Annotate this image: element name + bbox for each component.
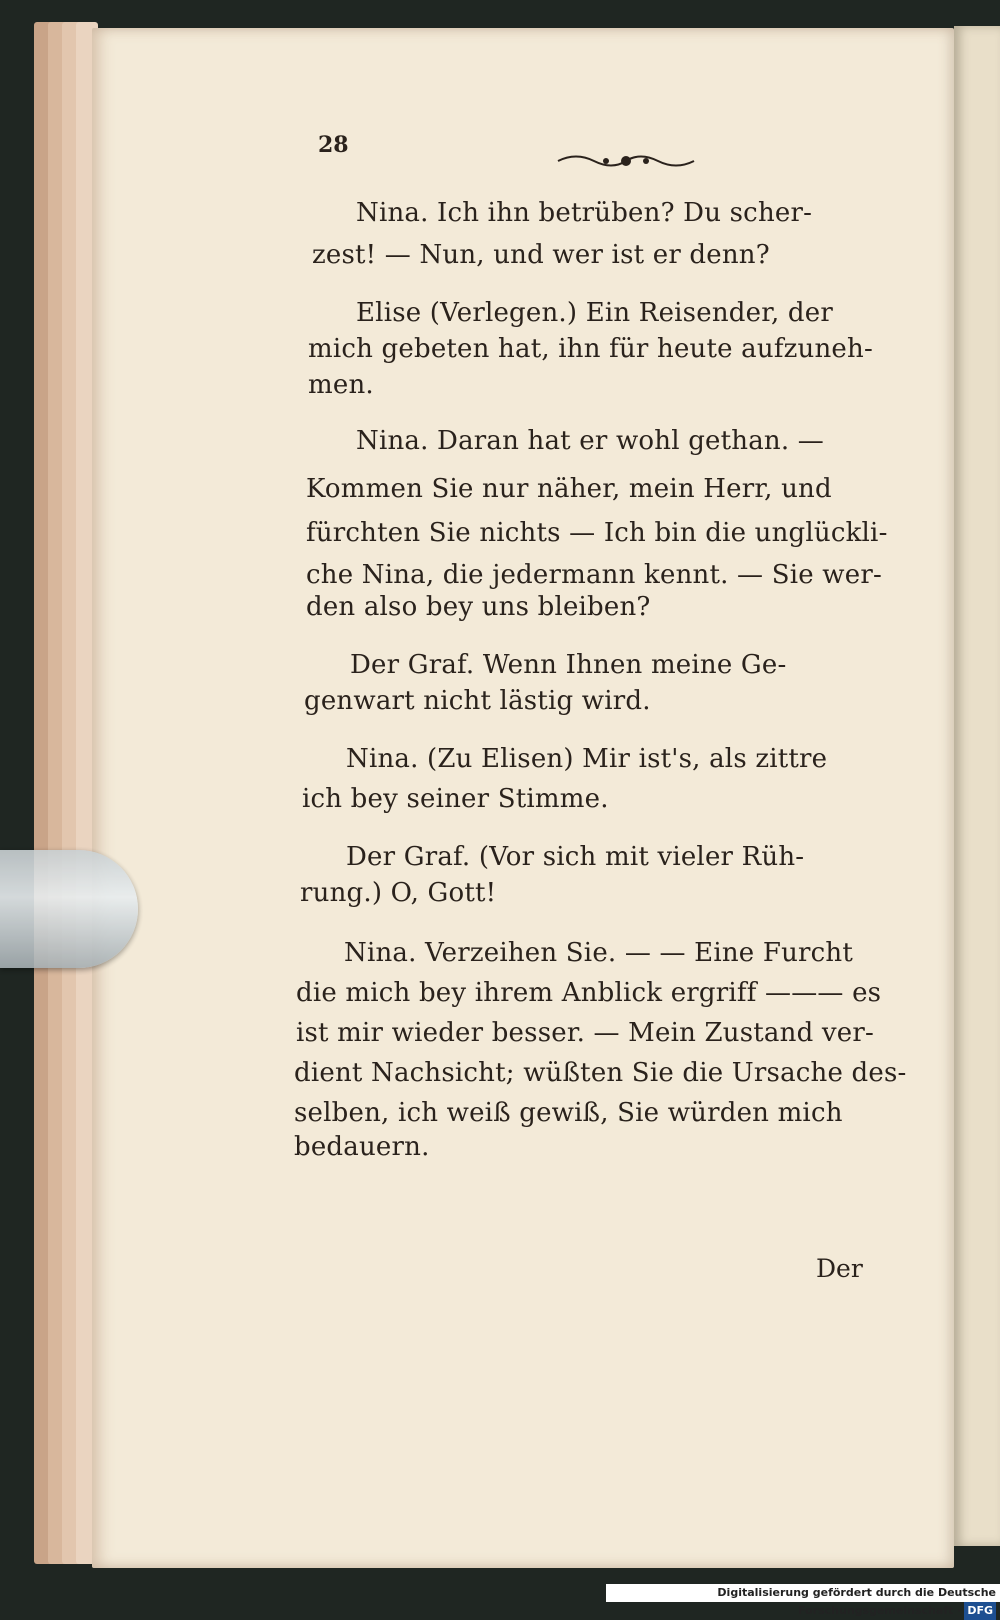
- text-line: fürchten Sie nichts — Ich bin die unglückli-: [306, 518, 888, 548]
- text-line: Der Graf. Wenn Ihnen meine Ge-: [350, 650, 787, 680]
- text-line: genwart nicht lästig wird.: [304, 686, 651, 716]
- text-line: Elise (Verlegen.) Ein Reisender, der: [356, 298, 833, 328]
- text-line: Nina. Ich ihn betrüben? Du scher-: [356, 198, 813, 228]
- text-line: Nina. Daran hat er wohl gethan. —: [356, 426, 824, 456]
- text-line: Nina. (Zu Elisen) Mir ist's, als zittre: [346, 744, 828, 774]
- text-line: selben, ich weiß gewiß, Sie würden mich: [294, 1098, 843, 1128]
- text-line: den also bey uns bleiben?: [306, 592, 651, 622]
- text-line: Der Graf. (Vor sich mit vieler Rüh-: [346, 842, 805, 872]
- text-line: Kommen Sie nur näher, mein Herr, und: [306, 474, 832, 504]
- text-line: mich gebeten hat, ihn für heute aufzuneh-: [308, 334, 873, 364]
- footer-text: Digitalisierung gefördert durch die Deutsche Forschungsgemeinschaft ·: [717, 1586, 996, 1617]
- page-number: 28: [318, 132, 349, 158]
- text-line: die mich bey ihrem Anblick ergriff ——— es: [296, 978, 882, 1008]
- text-line: zest! — Nun, und wer ist er denn?: [312, 240, 770, 270]
- text-line: dient Nachsicht; wüßten Sie die Ursache des-: [294, 1058, 907, 1088]
- catchword: Der: [816, 1254, 863, 1283]
- text-line: bedauern.: [294, 1132, 430, 1162]
- facing-page-edge: [954, 26, 1000, 1546]
- text-line: men.: [308, 370, 374, 400]
- text-line: ist mir wieder besser. — Mein Zustand ver-: [296, 1018, 874, 1048]
- dfg-logo: DFG: [964, 1602, 996, 1620]
- text-line: ich bey seiner Stimme.: [302, 784, 609, 814]
- text-line: che Nina, die jedermann kennt. — Sie wer-: [306, 560, 882, 590]
- text-line: Nina. Verzeihen Sie. — — Eine Furcht: [344, 938, 854, 968]
- page-clip: [0, 850, 138, 968]
- footer-credit: [606, 1584, 1000, 1617]
- text-line: rung.) O, Gott!: [300, 878, 497, 908]
- ornament-icon: [556, 150, 696, 172]
